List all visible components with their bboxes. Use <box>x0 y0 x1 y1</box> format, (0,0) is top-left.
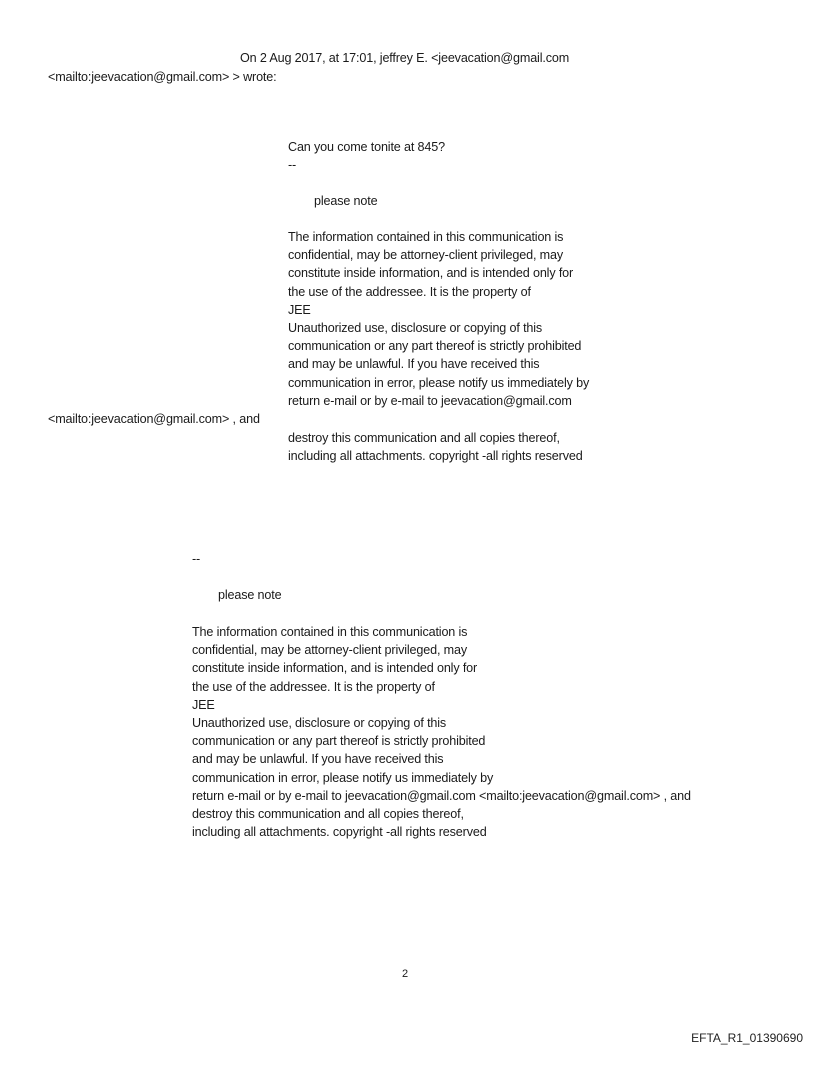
disclaimer-line: constitute inside information, and is intended only for <box>192 661 478 676</box>
disclaimer-line: communication or any part thereof is strictly prohibited <box>192 734 486 749</box>
disclaimer-line: communication in error, please notify us immediately by <box>288 375 590 390</box>
signature-separator: -- <box>192 552 201 566</box>
please-note-heading: please note <box>314 194 378 208</box>
document-id: EFTA_R1_01390690 <box>691 1031 803 1045</box>
disclaimer-line: destroy this communication and all copies thereof, <box>288 431 560 445</box>
disclaimer-line: the use of the addressee. It is the property of <box>288 284 531 299</box>
disclaimer-line: including all attachments. copyright -all rights reserved <box>192 825 487 840</box>
page-number: 2 <box>402 968 408 980</box>
disclaimer-block <box>288 228 589 410</box>
wrapped-mailto-line: <mailto:jeevacation@gmail.com> , and <box>48 412 260 426</box>
disclaimer-line: including all attachments. copyright -all rights reserved <box>288 449 583 464</box>
disclaimer-line: and may be unlawful. If you have received this <box>288 357 540 372</box>
disclaimer-line: JEE <box>288 302 311 317</box>
disclaimer-line: return e-mail or by e-mail to jeevacation@gmail.com <mailto:jeevacation@gmail.com> , and <box>192 788 691 803</box>
disclaimer-line: Unauthorized use, disclosure or copying of this <box>192 716 447 731</box>
signature-separator: -- <box>288 158 297 172</box>
disclaimer-line: Unauthorized use, disclosure or copying of this <box>288 321 543 336</box>
header-line: On 2 Aug 2017, at 17:01, jeffrey E. <jeevacation@gmail.com <box>240 51 570 65</box>
disclaimer-line: The information contained in this communication is <box>192 625 468 639</box>
disclaimer-line: communication or any part thereof is strictly prohibited <box>288 339 582 354</box>
disclaimer-line: return e-mail or by e-mail to jeevacation@gmail.com <box>288 393 572 408</box>
please-note-heading: please note <box>218 588 282 602</box>
disclaimer-line: confidential, may be attorney-client privileged, may <box>192 643 468 658</box>
disclaimer-line: constitute inside information, and is intended only for <box>288 266 574 281</box>
message-body: Can you come tonite at 845? <box>288 140 445 154</box>
disclaimer-line: confidential, may be attorney-client privileged, may <box>288 248 564 263</box>
disclaimer-line: destroy this communication and all copies thereof, <box>192 807 464 822</box>
header-line: <mailto:jeevacation@gmail.com> > wrote: <box>48 70 277 84</box>
disclaimer-line: The information contained in this communication is <box>288 230 564 244</box>
disclaimer-end <box>288 429 583 465</box>
disclaimer-line: the use of the addressee. It is the property of <box>192 679 435 694</box>
disclaimer-block <box>192 623 691 841</box>
disclaimer-line: and may be unlawful. If you have received this <box>192 752 444 767</box>
disclaimer-line: JEE <box>192 697 215 712</box>
disclaimer-line: communication in error, please notify us immediately by <box>192 770 494 785</box>
